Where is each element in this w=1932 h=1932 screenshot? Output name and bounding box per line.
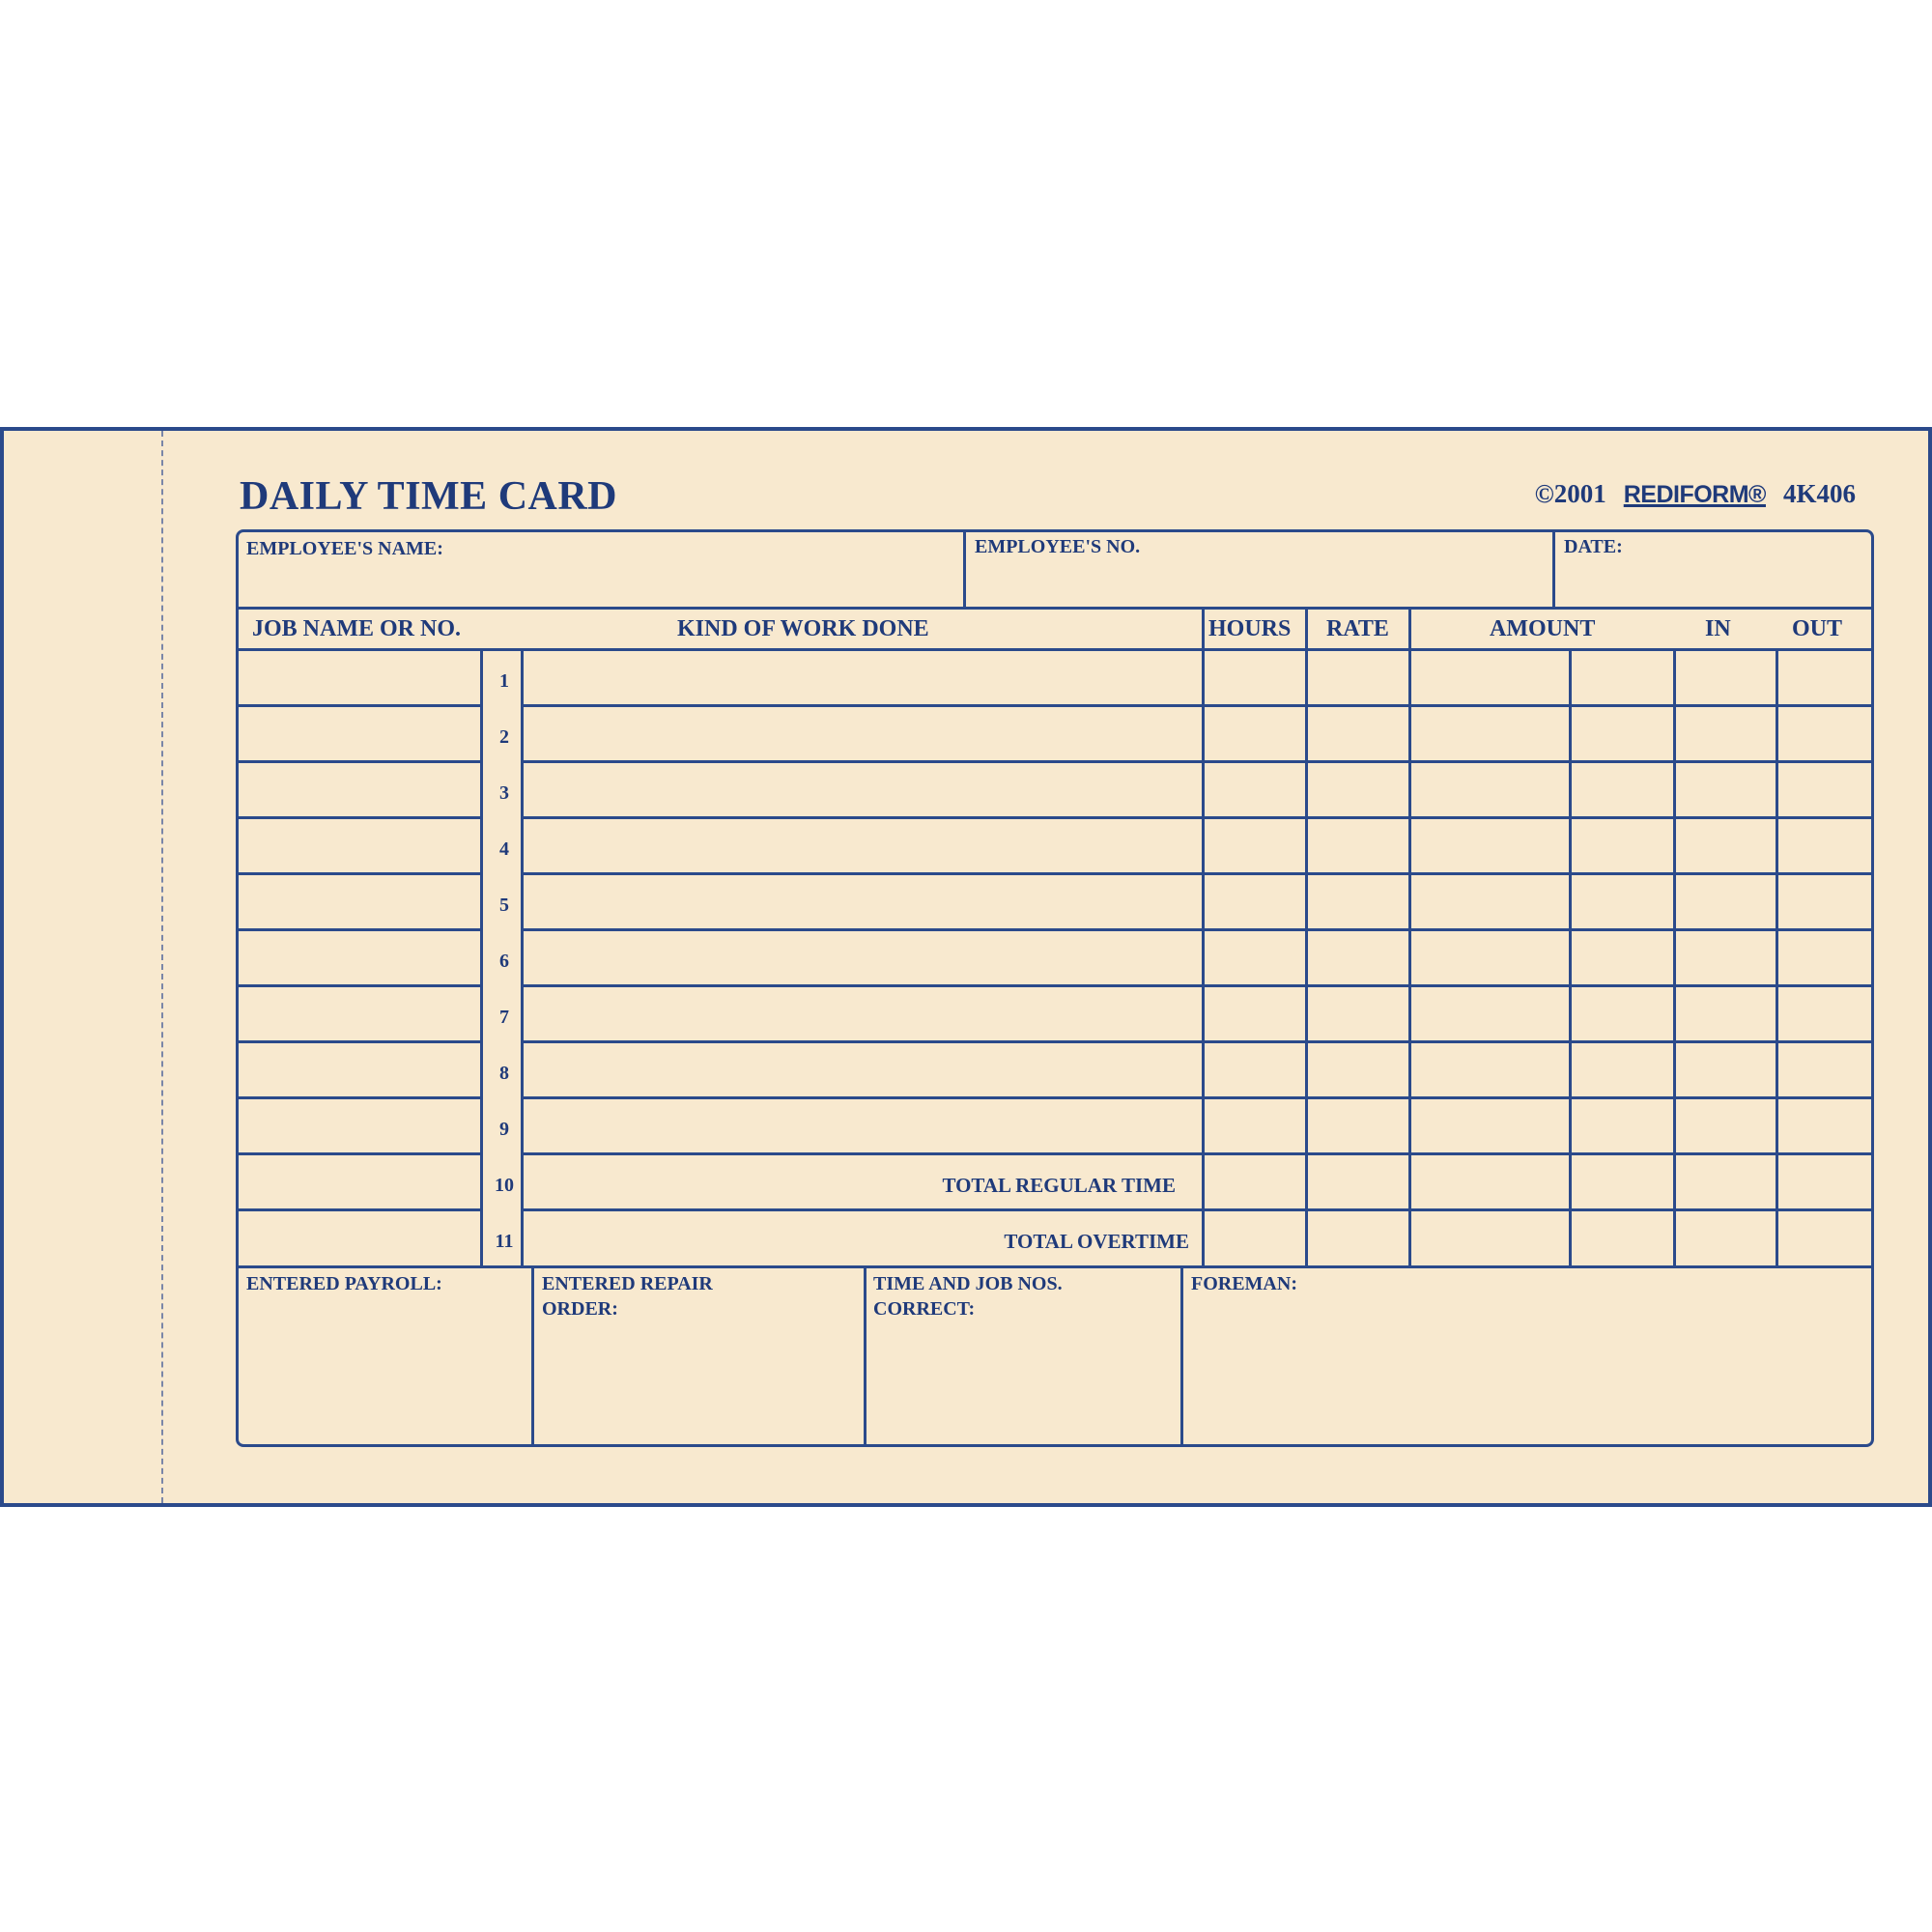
column-header-divider — [239, 648, 1871, 651]
col-work-header: KIND OF WORK DONE — [677, 616, 929, 641]
row-line-right — [521, 1040, 1871, 1043]
time-job-label-2: CORRECT: — [873, 1298, 976, 1320]
row-line-left — [239, 1208, 480, 1211]
row-line-left — [239, 760, 480, 763]
row-number: 9 — [499, 1119, 509, 1140]
col-out-header: OUT — [1792, 616, 1843, 641]
vline-in — [1673, 648, 1676, 1265]
row-line-left — [239, 1040, 480, 1043]
row-line-right — [521, 1152, 1871, 1155]
row-line-left — [239, 816, 480, 819]
total-overtime-label: TOTAL OVERTIME — [1004, 1230, 1189, 1253]
row-line-right — [521, 816, 1871, 819]
row-line-right — [521, 760, 1871, 763]
col-amount-header: AMOUNT — [1490, 616, 1596, 641]
total-regular-time-label: TOTAL REGULAR TIME — [942, 1174, 1176, 1197]
col-job-header: JOB NAME OR NO. — [252, 616, 461, 641]
row-number: 3 — [499, 782, 509, 804]
row-line-right — [521, 704, 1871, 707]
perforation-line — [161, 431, 163, 1503]
date-field[interactable]: DATE: — [1564, 536, 1623, 557]
row-line-left — [239, 872, 480, 875]
employee-no-field[interactable]: EMPLOYEE'S NO. — [975, 536, 1141, 557]
row-line-right — [521, 1096, 1871, 1099]
header-vline-2 — [1552, 532, 1555, 607]
col-in-header: IN — [1705, 616, 1731, 641]
row-number: 8 — [499, 1063, 509, 1084]
footer-vline-2 — [864, 1265, 867, 1444]
row-line-left — [239, 1152, 480, 1155]
row-line-right — [521, 1208, 1871, 1211]
vline-out — [1776, 648, 1778, 1265]
form-number: 4K406 — [1782, 479, 1856, 508]
row-line-left — [239, 1096, 480, 1099]
time-job-correct-field[interactable] — [873, 1271, 1063, 1321]
row-number: 10 — [495, 1175, 514, 1196]
entered-payroll-field[interactable]: ENTERED PAYROLL: — [246, 1273, 442, 1294]
row-number: 4 — [499, 838, 509, 860]
form-title: DAILY TIME CARD — [240, 474, 618, 519]
col-rate-header: RATE — [1326, 616, 1389, 641]
footer-vline-3 — [1180, 1265, 1183, 1444]
header-vline-1 — [963, 532, 966, 607]
foreman-field[interactable]: FOREMAN: — [1191, 1273, 1297, 1294]
row-number: 1 — [499, 670, 509, 692]
row-number: 11 — [495, 1231, 514, 1252]
row-line-left — [239, 928, 480, 931]
form-identifier — [1535, 479, 1856, 509]
row-line-left — [239, 984, 480, 987]
copyright-text: ©2001 — [1534, 479, 1606, 508]
footer-divider — [239, 1265, 1871, 1268]
row-number: 7 — [499, 1007, 509, 1028]
row-number: 2 — [499, 726, 509, 748]
form-grid — [236, 529, 1874, 1447]
footer-vline-1 — [531, 1265, 534, 1444]
brand-logo: REDIFORM® — [1623, 481, 1766, 508]
row-number: 5 — [499, 895, 509, 916]
header-divider — [239, 607, 1871, 610]
row-line-right — [521, 872, 1871, 875]
entered-repair-label-2: ORDER: — [542, 1298, 618, 1320]
vline-amount-split — [1569, 648, 1572, 1265]
row-line-right — [521, 984, 1871, 987]
entered-repair-label-1: ENTERED REPAIR — [542, 1273, 713, 1294]
row-line-right — [521, 928, 1871, 931]
row-line-left — [239, 704, 480, 707]
time-card — [0, 427, 1932, 1507]
entered-repair-field[interactable] — [542, 1271, 713, 1321]
time-job-label-1: TIME AND JOB NOS. — [873, 1273, 1063, 1294]
employee-name-field[interactable]: EMPLOYEE'S NAME: — [246, 538, 443, 559]
row-number: 6 — [499, 951, 509, 972]
col-hours-header: HOURS — [1208, 616, 1292, 641]
vline-job — [480, 648, 483, 1265]
